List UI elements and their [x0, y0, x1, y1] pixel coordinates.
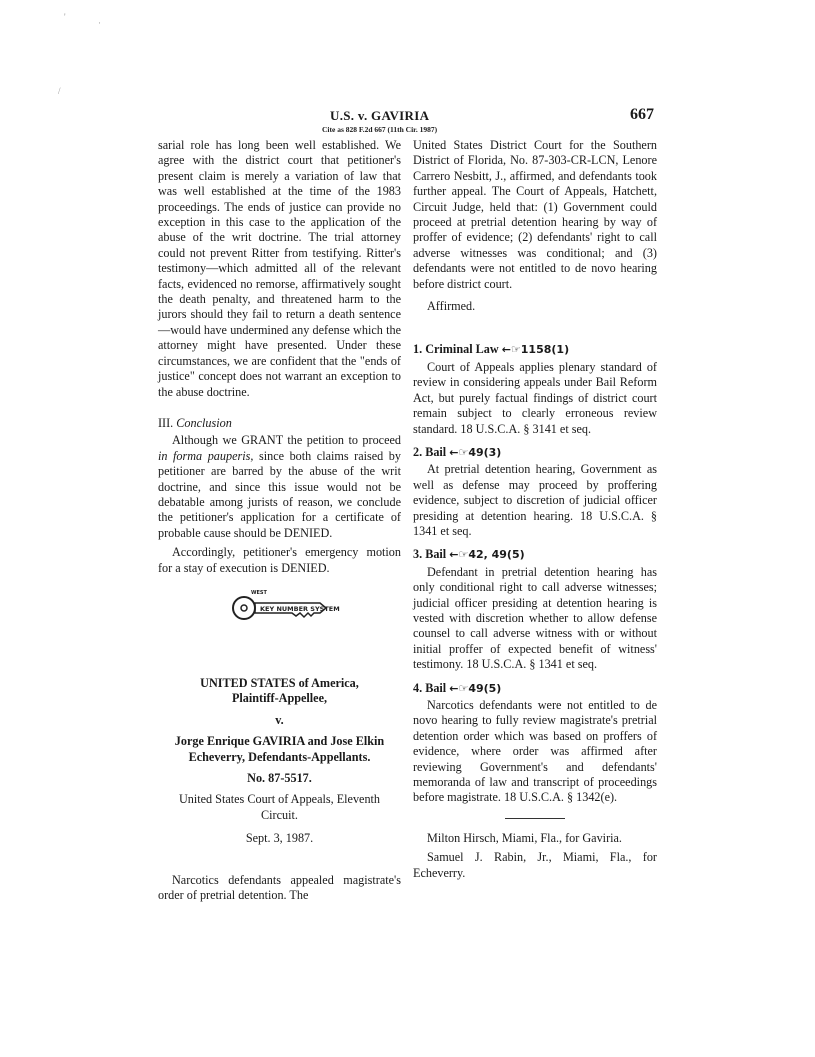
key-number-icon: ←☞49(5)	[449, 681, 502, 695]
caption-plaintiff-role: Plaintiff-Appellee,	[231, 691, 328, 706]
key-number-icon: ←☞42, 49(5)	[449, 548, 525, 562]
conclusion-paragraph	[158, 433, 401, 541]
running-head-title: U.S. v. GAVIRIA	[330, 108, 430, 123]
in-forma-pauperis: in forma pauperis,	[158, 448, 254, 463]
headnote-title: 2. Bail	[413, 444, 447, 459]
headnote-text: Defendant in pretrial detention hearing has only conditional right to call adverse witnesses; judicial officer presiding at detention hearing is vested with discretion whether to allow defense counsel to call adverse witness with or without initial proffer of expected benefit of witness' testimony. 18 U.S.C.A. § 1341 et seq.	[413, 564, 657, 672]
headnote	[413, 681, 657, 806]
citation-line: Cite as 828 F.2d 667 (11th Cir. 1987)	[322, 125, 438, 134]
conclusion-text-a: Although we GRANT the petition to proceed	[172, 433, 401, 448]
separator-rule	[505, 818, 565, 819]
key-number-icon: ←☞49(3)	[449, 445, 502, 459]
section-number: III.	[158, 415, 174, 430]
scan-speck: /	[58, 86, 61, 96]
disposition: Affirmed.	[427, 299, 476, 314]
opinion-paragraph: sarial role has long been well established. We agree with the district court that petitioner's present claim is merely a variation of law that was well established at the time of the 1983 proceedings. The ends of justice can provide no exception in this case to the application of the abuse of the writ doctrine. The trial attorney could not prevent Ritter from testifying. Ritter's testimony—which admitted all of the relevant facts, evidenced no remorse, affirmatively sought the death penalty, and threatened harm to the jurors should they fail to return a death sentence—would have undermined any defense which the attorney might have presented. Under these circumstances, we are confident that the "ends of justice" concept does not warrant an exception to the abuse doctrine.	[158, 138, 401, 399]
section-title: Conclusion	[176, 415, 232, 430]
headnote	[413, 547, 657, 672]
headnote-text: At pretrial detention hearing, Government as well as defense may proceed by proffering evidence, subject to discretion of judicial officer presiding at detention hearing. 18 U.S.C.A. § 1341 et seq.	[413, 462, 657, 538]
headnote-title: 1. Criminal Law	[413, 342, 499, 357]
caption-defendants: Jorge Enrique GAVIRIA and Jose Elkin Echeverry, Defendants-Appellants.	[174, 734, 385, 764]
docket-number: No. 87-5517.	[247, 771, 312, 785]
counsel-line: Samuel J. Rabin, Jr., Miami, Fla., for Echeverry.	[413, 850, 657, 880]
scan-speck: '	[64, 12, 66, 22]
synopsis-paragraph-start: Narcotics defendants appealed magistrate's order of pretrial detention. The	[158, 872, 401, 903]
headnote-title: 3. Bail	[413, 547, 447, 562]
headnote-text: Narcotics defendants were not entitled to de novo hearing to fully review magistrate's pretrial detention order which was based on proffers of evidence, where order was affirmed after reviewing Government's and defendants' memoranda of law and transcript of proceedings before magistrate. 18 U.S.C.A. § 1342(e).	[413, 698, 657, 805]
court-name: United States Court of Appeals, Eleventh Circuit.	[178, 792, 381, 822]
decision-date: Sept. 3, 1987.	[245, 831, 314, 846]
headnote-title: 4. Bail	[413, 680, 447, 695]
west-key-number-emblem	[230, 586, 340, 630]
emblem-west: WEST	[250, 589, 267, 596]
caption-versus: v.	[275, 712, 284, 727]
key-number-icon: ←☞1158(1)	[501, 343, 570, 357]
scan-speck: ·	[98, 18, 101, 28]
left-column	[158, 138, 401, 903]
headnote	[413, 342, 657, 436]
emblem-text: KEY NUMBER SYSTEM	[259, 604, 340, 613]
caption-plaintiff: UNITED STATES of America,	[200, 675, 359, 690]
section-heading	[158, 416, 401, 431]
headnote	[413, 445, 657, 539]
headnote-text: Court of Appeals applies plenary standard of review in considering appeals under Bail Reform Act, but purely factual findings of district court remain subject to clearly erroneous review standard. 18 U.S.C.A. § 3141 et seq.	[413, 359, 657, 436]
page-number: 667	[630, 106, 654, 123]
synopsis-paragraph-continued: United States District Court for the Southern District of Florida, No. 87-303-CR-LCN, Lenore Carrero Nesbitt, J., affirmed, and defendants took further appeal. The Court of Appeals, Hatchett, Circuit Judge, held that: (1) Government could proceed at pretrial detention hearing by way of proffer of evidence; (2) defendants' right to call adverse witnesses was conditional; and (3) defendants were not entitled to de novo hearing before district court.	[413, 138, 657, 291]
denial-paragraph: Accordingly, petitioner's emergency motion for a stay of execution is DENIED.	[158, 545, 401, 575]
conclusion-text-b: since both claims raised by petitioner are barred by the abuse of the writ doctrine, and since this issue would not be debatable among jurists of reason, we conclude the petitioner's application for a certificate of probable cause should be DENIED.	[158, 448, 401, 540]
counsel-line: Milton Hirsch, Miami, Fla., for Gaviria.	[427, 830, 622, 845]
right-column	[413, 138, 657, 881]
